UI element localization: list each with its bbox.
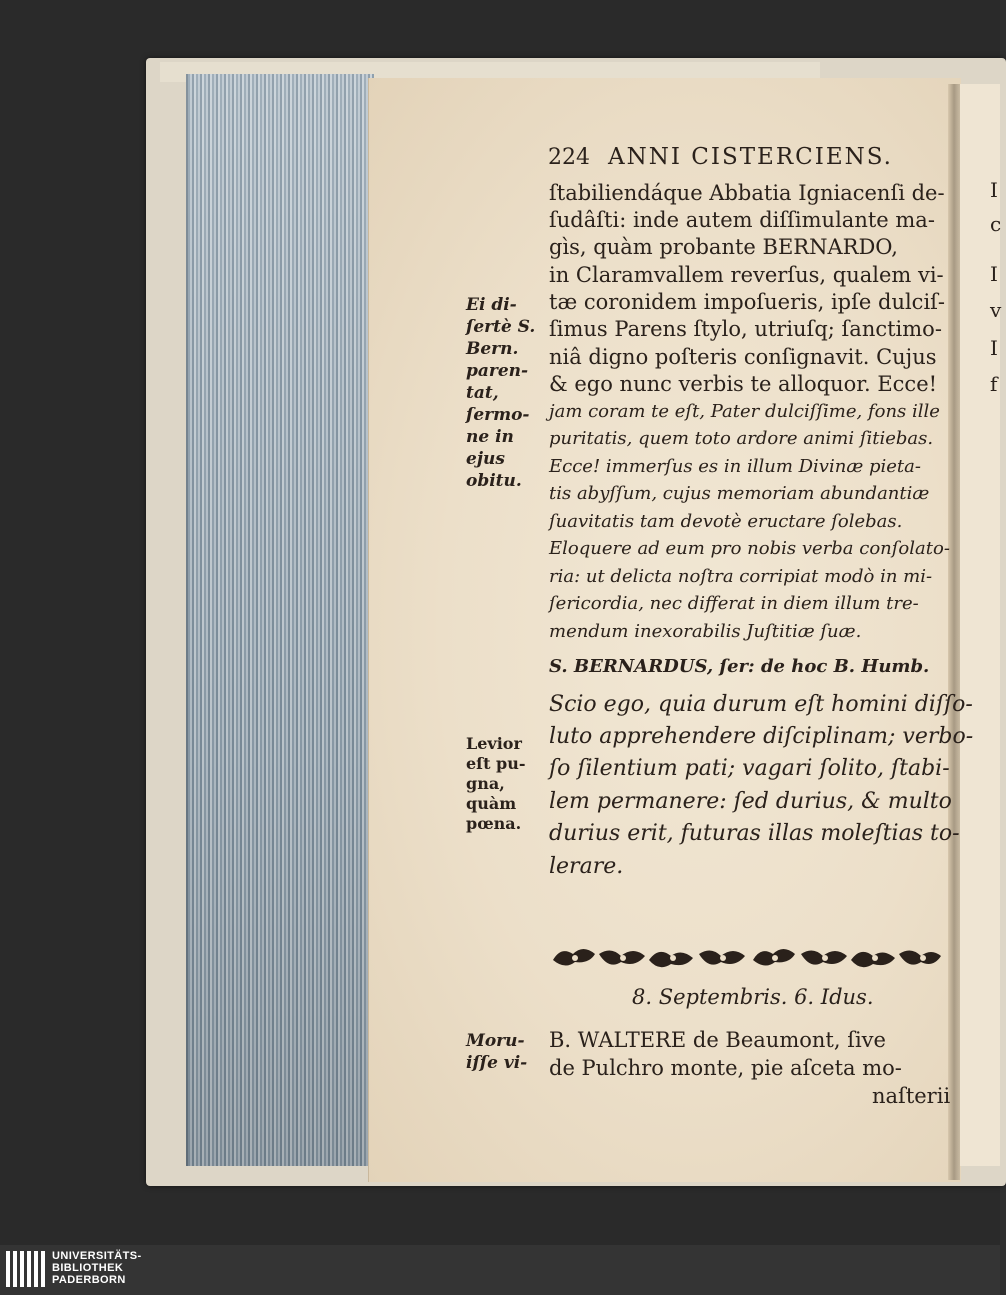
marginal-line: iſſe vi- <box>466 1053 528 1073</box>
body-line: ſtabiliendáque Abbatia Igniacenſi de- <box>549 181 945 205</box>
quote-line: Ecce! immerſus es in illum Divinæ pieta- <box>549 456 921 477</box>
quote-line: luto apprehendere diſciplinam; verbo- <box>549 724 974 749</box>
marginal-note <box>466 734 525 834</box>
body-line: B. WALTERE de Beaumont, ſive <box>549 1028 886 1052</box>
facing-page-letter: v <box>990 298 1002 322</box>
book-gutter <box>948 84 960 1180</box>
marginal-line: Ei di- <box>466 295 517 315</box>
quote-line: jam coram te eſt, Pater dulciſſime, fons ille <box>549 401 940 422</box>
facing-page-letter: I <box>990 336 998 360</box>
facing-page-letter: I <box>990 262 998 286</box>
facing-page-letter: c <box>990 212 1002 236</box>
catchword: naſterii <box>872 1084 951 1108</box>
source-citation: S. BERNARDUS, ſer: de hoc B. Humb. <box>549 656 930 677</box>
quote-line: ria: ut delicta noſtra corripiat modò in mi- <box>549 566 933 587</box>
body-line: ſudâſti: inde autem diſſimulante ma- <box>549 208 935 232</box>
quote-line: puritatis, quem toto ardore animi ſitiebas. <box>549 428 934 449</box>
body-line: de Pulchro monte, pie aſceta mo- <box>549 1056 902 1080</box>
body-line: tæ coronidem impoſueris, ipſe dulciſ- <box>549 290 946 314</box>
body-line: niâ digno poſteris conſignavit. Cujus <box>549 345 937 369</box>
marginal-line: paren- <box>466 361 529 381</box>
quote-line: lem permanere: ſed durius, & multo <box>549 789 952 814</box>
quote-line: ſericordia, nec differat in diem illum tre- <box>549 593 919 614</box>
library-logo-icon <box>6 1249 46 1289</box>
facing-page <box>960 84 1000 1166</box>
body-line: & ego nunc verbis te alloquor. Ecce! <box>549 372 938 396</box>
marginal-line: Bern. <box>466 339 519 359</box>
marginal-note <box>466 294 535 492</box>
quote-line: mendum inexorabilis Juſtitiæ ſuæ. <box>549 621 862 642</box>
marginal-line: gna, <box>466 774 505 793</box>
page-number: 224 <box>548 145 590 170</box>
quote-line: ſuavitatis tam devotè eructare ſolebas. <box>549 511 903 532</box>
page-edges-shade <box>186 74 372 1166</box>
quote-line: durius erit, futuras illas moleſtias to- <box>549 821 960 846</box>
facing-page-letter: f <box>990 372 998 396</box>
marginal-line: obitu. <box>466 471 522 491</box>
marginal-line: tat, <box>466 383 499 403</box>
quote-line: lerare. <box>549 854 624 879</box>
marginal-line: Levior <box>466 734 522 753</box>
marginal-line: ſermo- <box>466 405 530 425</box>
library-logo-text: BIBLIOTHEK <box>52 1262 124 1274</box>
marginal-line: ſertè S. <box>466 317 536 337</box>
body-line: ſimus Parens ſtylo, utriuſq; ſanctimo- <box>549 317 942 341</box>
facing-page-letter: I <box>990 178 998 202</box>
marginal-line: ne in <box>466 427 514 447</box>
ornamental-rule <box>549 942 945 976</box>
marginal-note <box>466 1030 527 1074</box>
running-head-title: ANNI CISTERCIENS. <box>608 144 893 170</box>
quote-line: Eloquere ad eum pro nobis verba conſolato- <box>549 538 950 559</box>
quote-line: tis abyſſum, cujus memoriam abundantiæ <box>549 483 930 504</box>
quote-line: ſo ſilentium pati; vagari ſolito, ſtabi- <box>549 756 950 781</box>
marginal-line: Moru- <box>466 1031 525 1051</box>
footer-bar <box>0 1245 1000 1295</box>
library-logo-text: PADERBORN <box>52 1274 126 1286</box>
body-line: in Claramvallem reverſus, qualem vi- <box>549 263 944 287</box>
marginal-line: eſt pu- <box>466 754 526 773</box>
marginal-line: quàm <box>466 794 517 813</box>
body-line: gìs, quàm probante BERNARDO, <box>549 235 898 259</box>
running-header <box>548 144 948 170</box>
quote-line: Scio ego, quia durum eſt homini diſſo- <box>549 692 973 717</box>
marginal-line: ejus <box>466 449 505 469</box>
library-logo-text: UNIVERSITÄTS- <box>52 1250 142 1262</box>
date-heading: 8. Septembris. 6. Idus. <box>632 985 874 1009</box>
marginal-line: pœna. <box>466 814 522 833</box>
